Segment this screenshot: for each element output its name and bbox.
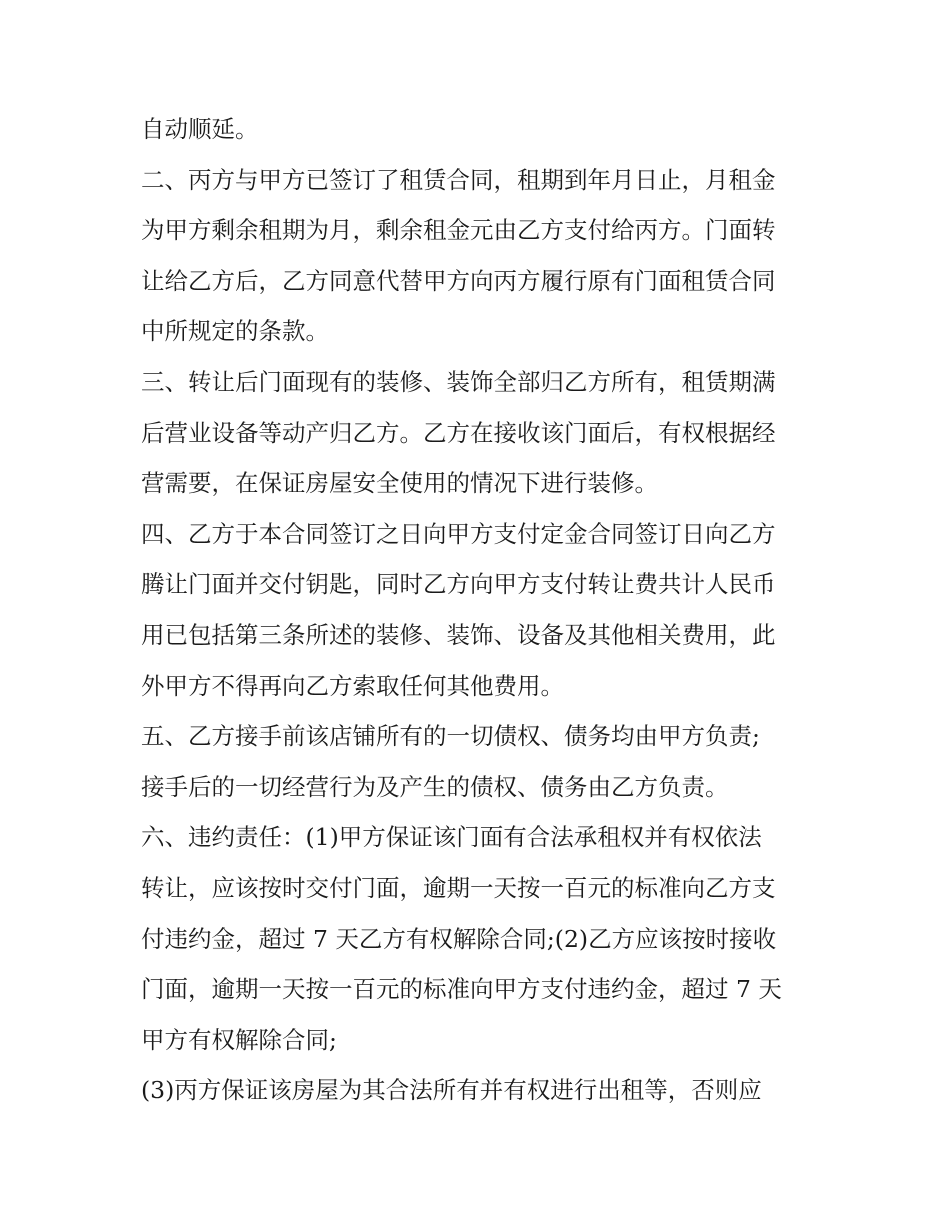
text-line: 转让，应该按时交付门面，逾期一天按一百元的标准向乙方支 bbox=[141, 873, 776, 902]
text-line: 门面，逾期一天按一百元的标准向甲方支付违约金，超过 7 天 bbox=[141, 975, 782, 1004]
text-line: (3)丙方保证该房屋为其合法所有并有权进行出租等，否则应 bbox=[141, 1076, 762, 1105]
text-line: 用已包括第三条所述的装修、装饰、设备及其他相关费用，此 bbox=[141, 620, 776, 649]
text-line: 接手后的一切经营行为及产生的债权、债务由乙方负责。 bbox=[141, 772, 729, 801]
text-line: 甲方有权解除合同; bbox=[141, 1025, 337, 1054]
text-line: 腾让门面并交付钥匙，同时乙方向甲方支付转让费共计人民币 bbox=[141, 570, 776, 599]
text-line: 外甲方不得再向乙方索取任何其他费用。 bbox=[141, 671, 564, 700]
contract-text-body bbox=[141, 104, 821, 1116]
text-line: 中所规定的条款。 bbox=[141, 317, 329, 346]
text-line: 让给乙方后，乙方同意代替甲方向丙方履行原有门面租赁合同 bbox=[141, 266, 776, 295]
text-line: 二、丙方与甲方已签订了租赁合同，租期到年月日止，月租金 bbox=[141, 165, 776, 194]
text-line: 五、乙方接手前该店铺所有的一切债权、债务均由甲方负责; bbox=[141, 722, 760, 751]
text-line: 为甲方剩余租期为月，剩余租金元由乙方支付给丙方。门面转 bbox=[141, 216, 776, 245]
text-line: 营需要，在保证房屋安全使用的情况下进行装修。 bbox=[141, 469, 658, 498]
text-line: 自动顺延。 bbox=[141, 115, 259, 143]
text-line: 三、转让后门面现有的装修、装饰全部归乙方所有，租赁期满 bbox=[141, 367, 776, 396]
text-line: 付违约金，超过 7 天乙方有权解除合同;(2)乙方应该按时接收 bbox=[141, 924, 777, 953]
text-line: 四、乙方于本合同签订之日向甲方支付定金合同签订日向乙方 bbox=[141, 519, 776, 548]
text-line: 六、违约责任：(1)甲方保证该门面有合法承租权并有权依法 bbox=[141, 823, 762, 852]
text-line: 后营业设备等动产归乙方。乙方在接收该门面后，有权根据经 bbox=[141, 418, 776, 447]
